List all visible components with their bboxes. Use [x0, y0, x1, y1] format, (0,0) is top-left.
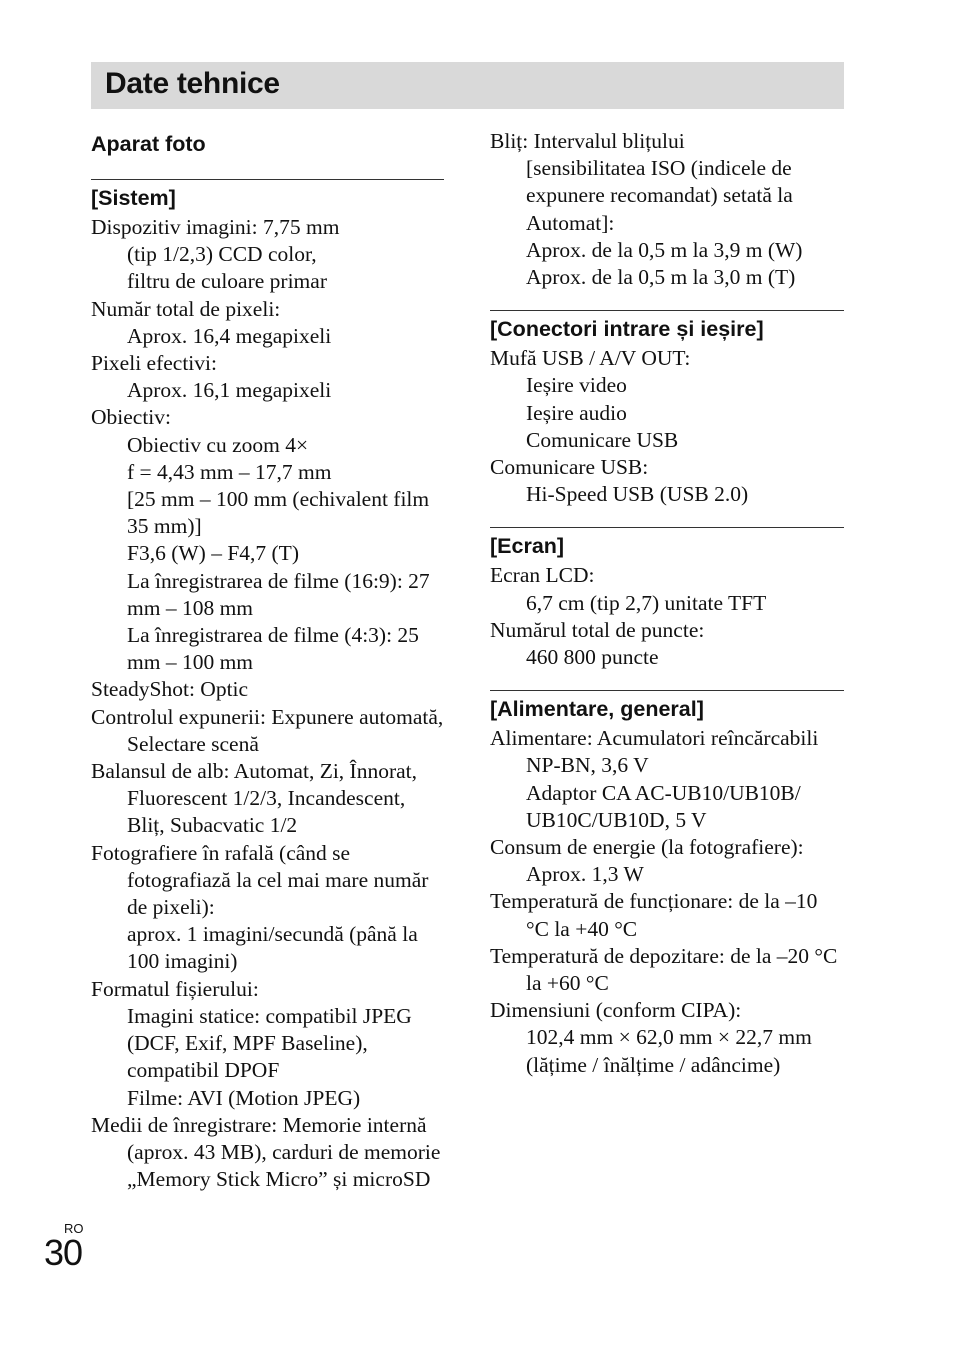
- spec-entry: [91, 1112, 444, 1194]
- spec-value: Aprox. 1,3 W: [526, 862, 644, 887]
- title-bar: [91, 62, 844, 109]
- spec-entry: [490, 997, 844, 1079]
- spec-entry: [91, 296, 444, 350]
- spec-entry: [490, 834, 844, 888]
- spec-value: (tip 1/2,3) CCD color,: [127, 242, 317, 267]
- section-heading: [Alimentare, general]: [490, 690, 844, 723]
- spec-label: Obiectiv:: [91, 405, 172, 430]
- spec-value: 460 800 puncte: [526, 645, 659, 670]
- spec-entry: [91, 976, 444, 1112]
- spec-label: Dimensiuni (conform CIPA):: [490, 998, 742, 1023]
- spec-section: [490, 310, 844, 508]
- spec-entry: [490, 617, 844, 671]
- spec-section: [91, 179, 444, 1193]
- spec-value: Ieșire audio: [526, 400, 627, 425]
- spec-value: Aprox. 16,1 megapixeli: [127, 378, 332, 403]
- spec-value: Obiectiv cu zoom 4×: [127, 432, 309, 457]
- spec-label: Temperatură de depozitare: de la –20 °C la +60 °C: [490, 943, 838, 996]
- spec-label: Fotografiere în rafală (când se fotografiază la cel mai mare număr de pixeli):: [91, 840, 429, 920]
- spec-value: 6,7 cm (tip 2,7) unitate TFT: [526, 590, 767, 615]
- spec-label: SteadyShot: Optic: [91, 677, 249, 702]
- spec-entry: [490, 725, 844, 834]
- spec-value: f = 4,43 mm – 17,7 mm: [127, 459, 332, 484]
- spec-value: [sensibilitatea ISO (indicele de expunere recomandat) setată la Automat]:: [526, 156, 793, 235]
- spec-value: La înregistrarea de filme (4:3): 25 mm – 100 mm: [127, 623, 419, 675]
- spec-label: Număr total de pixeli:: [91, 296, 281, 321]
- spec-label: Formatul fișierului:: [91, 976, 259, 1001]
- right-column: [490, 128, 844, 1079]
- spec-label: Consum de energie (la fotografiere):: [490, 835, 804, 860]
- spec-value: Ieșire video: [526, 373, 627, 398]
- spec-entry: [91, 350, 444, 404]
- spec-label: Numărul total de puncte:: [490, 617, 705, 642]
- subheading-camera: Aparat foto: [91, 132, 206, 156]
- page-number: 30: [44, 1232, 83, 1273]
- spec-entry: [91, 704, 444, 758]
- language-code: RO: [64, 1221, 84, 1236]
- spec-value: NP-BN, 3,6 V: [526, 753, 649, 778]
- spec-label: Comunicare USB:: [490, 455, 649, 480]
- spec-label: Balansul de alb: Automat, Zi, Înnorat, Fluorescent 1/2/3, Incandescent, Bliț, Subacvatic 1/2: [91, 759, 418, 838]
- spec-value: F3,6 (W) – F4,7 (T): [127, 541, 299, 566]
- spec-entry: [490, 943, 844, 997]
- spec-entry: [91, 758, 444, 840]
- spec-value: aprox. 1 imagini/secundă (până la 100 imagini): [127, 922, 418, 974]
- spec-entry: [490, 888, 844, 942]
- spec-entry: [91, 676, 444, 703]
- spec-value: Aprox. de la 0,5 m la 3,0 m (T): [526, 265, 796, 290]
- spec-label: Pixeli efectivi:: [91, 351, 217, 376]
- spec-label: Ecran LCD:: [490, 563, 595, 588]
- spec-value: Aprox. de la 0,5 m la 3,9 m (W): [526, 237, 803, 262]
- spec-value: filtru de culoare primar: [127, 269, 327, 294]
- spec-entry: [490, 454, 844, 508]
- flash-entry: [490, 128, 844, 310]
- spec-value: Filme: AVI (Motion JPEG): [127, 1085, 361, 1110]
- spec-label: Medii de înregistrare: Memorie internă (aprox. 43 MB), carduri de memorie „Memory Stick Micro” și microSD: [91, 1112, 441, 1192]
- spec-entry: [91, 404, 444, 676]
- spec-entry: [490, 128, 844, 291]
- spec-value: (lățime / înălțime / adâncime): [526, 1052, 781, 1077]
- spec-entry: [490, 562, 844, 616]
- spec-label: Mufă USB / A/V OUT:: [490, 346, 691, 371]
- left-sections: [91, 179, 444, 1193]
- spec-value: Adaptor CA AC-UB10/UB10B/ UB10C/UB10D, 5 V: [526, 780, 801, 832]
- spec-label: Temperatură de funcționare: de la –10 °C la +40 °C: [490, 889, 818, 941]
- spec-value: Imagini statice: compatibil JPEG (DCF, Exif, MPF Baseline), compatibil DPOF: [127, 1003, 412, 1083]
- section-heading: [Conectori intrare și ieșire]: [490, 310, 844, 343]
- spec-section: [490, 527, 844, 671]
- page-title: Date tehnice: [105, 67, 280, 100]
- section-heading: [Ecran]: [490, 527, 844, 560]
- spec-entry: [91, 214, 444, 296]
- spec-label: Bliț: Intervalul blițului: [490, 129, 685, 153]
- spec-value: 102,4 mm × 62,0 mm × 22,7 mm: [526, 1025, 812, 1050]
- spec-section: [490, 690, 844, 1079]
- spec-value: Hi-Speed USB (USB 2.0): [526, 482, 749, 507]
- spec-entry: [490, 345, 844, 454]
- spec-label: Dispozitiv imagini: 7,75 mm: [91, 215, 340, 239]
- section-heading: [Sistem]: [91, 179, 444, 212]
- right-sections: [490, 310, 844, 1079]
- left-column: [91, 128, 444, 1193]
- spec-label: Controlul expunerii: Expunere automată, Selectare scenă: [91, 704, 444, 756]
- spec-label: Alimentare: Acumulatori reîncărcabili: [490, 726, 819, 751]
- spec-value: Comunicare USB: [526, 427, 679, 452]
- spec-value: Aprox. 16,4 megapixeli: [127, 323, 332, 348]
- spec-entry: [91, 840, 444, 976]
- spec-value: La înregistrarea de filme (16:9): 27 mm – 108 mm: [127, 568, 430, 620]
- spec-value: [25 mm – 100 mm (echivalent film 35 mm)]: [127, 487, 430, 539]
